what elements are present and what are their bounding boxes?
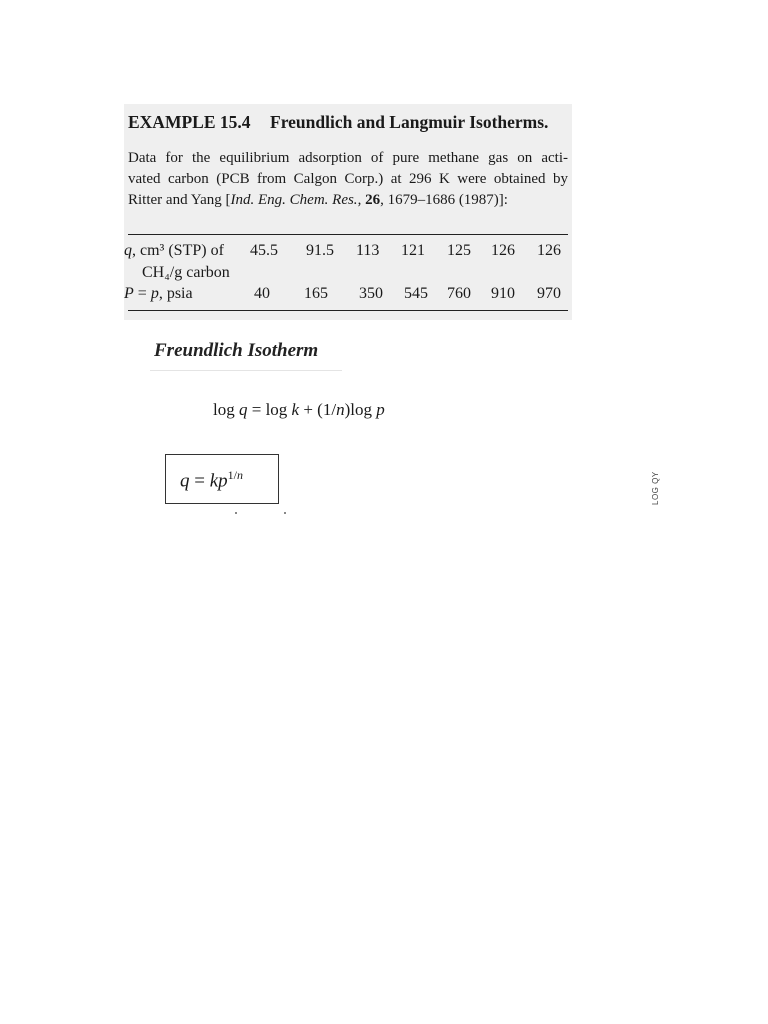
- example-box: [124, 104, 572, 320]
- stray-mark: [284, 512, 286, 514]
- section-title: Freundlich Isotherm: [154, 340, 319, 361]
- q-value: 91.5: [306, 242, 334, 259]
- log-equation: log q = log k + (1/n)log p: [213, 400, 385, 419]
- description-line-3: Ritter and Yang [Ind. Eng. Chem. Res., 26, 1679–1686 (1987)]:: [128, 192, 508, 208]
- q-row: [124, 242, 564, 262]
- q-value: 45.5: [250, 242, 278, 259]
- p-value: 40: [254, 285, 270, 302]
- example-number: EXAMPLE 15.4: [128, 112, 251, 132]
- stray-mark: [235, 512, 237, 514]
- q-row-label: q, cm³ (STP) of: [124, 242, 224, 259]
- p-row: [124, 285, 564, 305]
- boxed-formula: [165, 454, 279, 504]
- p-value: 910: [491, 285, 515, 302]
- description-line-1: Data for the equilibrium adsorption of pure methane gas on acti-: [128, 150, 568, 166]
- example-title: Freundlich and Langmuir Isotherms.: [270, 112, 549, 132]
- q-value: 113: [356, 242, 380, 259]
- section-underline: [150, 370, 342, 371]
- table-bottom-rule: [128, 310, 568, 311]
- q-row-label-unit: CH₄/g carbon: [142, 264, 230, 281]
- q-value: 126: [537, 242, 561, 259]
- freundlich-formula: $q = kp^{1/n}$: [180, 468, 243, 492]
- side-note: LOG QY: [651, 471, 660, 505]
- table-top-rule: [128, 234, 568, 235]
- description-line-2: vated carbon (PCB from Calgon Corp.) at 296 K were obtained by: [128, 171, 568, 187]
- p-value: 545: [404, 285, 428, 302]
- q-value: 121: [401, 242, 425, 259]
- example-header: [128, 112, 548, 133]
- p-row-label: P = p, psia: [124, 285, 193, 302]
- q-value: 125: [447, 242, 471, 259]
- p-value: 760: [447, 285, 471, 302]
- p-value: 350: [359, 285, 383, 302]
- p-value: 970: [537, 285, 561, 302]
- q-value: 126: [491, 242, 515, 259]
- p-value: 165: [304, 285, 328, 302]
- example-description: [128, 148, 568, 211]
